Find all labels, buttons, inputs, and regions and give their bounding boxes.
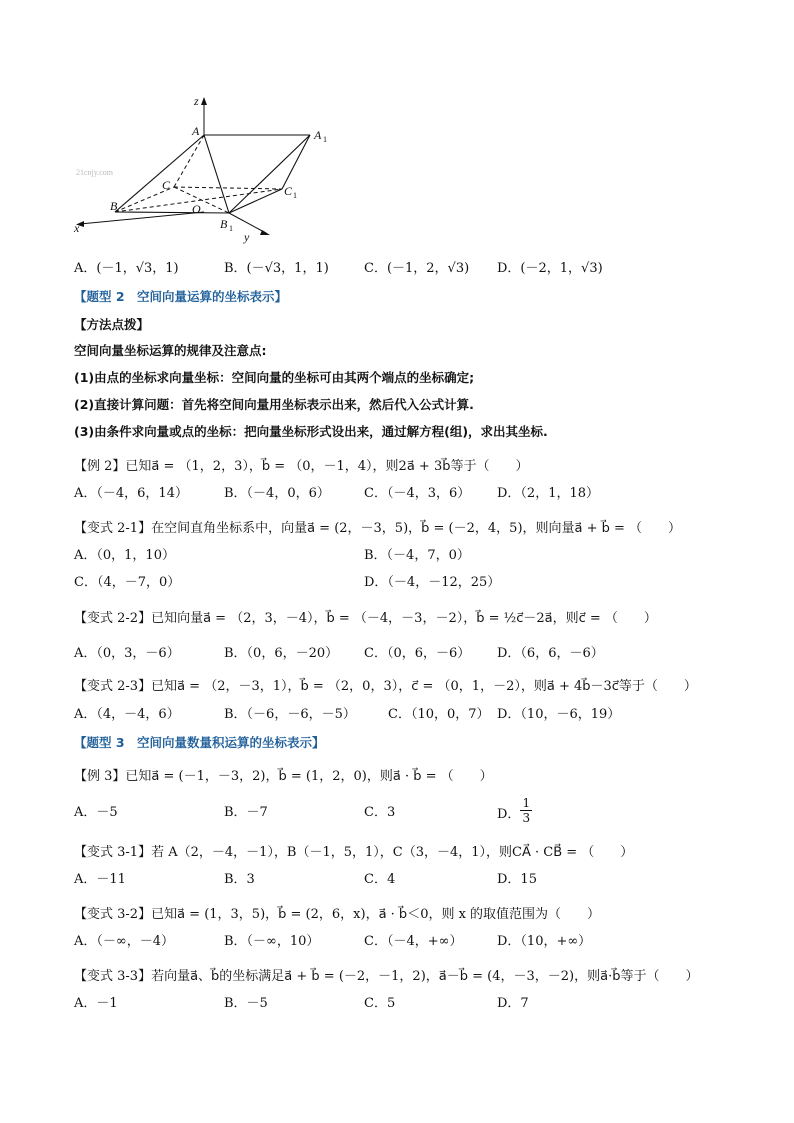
ex2-option-c[interactable]: C．（－4，3，6） bbox=[364, 486, 471, 501]
type2-title: 【题型 2 空间向量运算的坐标表示】 bbox=[74, 289, 288, 304]
ex3-option-d-prefix: D． bbox=[497, 806, 521, 822]
v32-option-c[interactable]: C．（－4，+∞） bbox=[364, 934, 463, 949]
ex2-option-d[interactable]: D．（2，1，18） bbox=[497, 486, 600, 501]
type3-title: 【题型 3 空间向量数量积运算的坐标表示】 bbox=[74, 735, 325, 750]
label-c: C bbox=[162, 178, 171, 192]
q1-option-d[interactable]: D．(－2，1，√3) bbox=[497, 261, 603, 276]
method-point-2: (2)直接计算问题：首先将空间向量用坐标表示出来，然后代入公式计算. bbox=[74, 397, 474, 412]
label-a1-sub: 1 bbox=[323, 135, 327, 144]
v33-option-b[interactable]: B．－5 bbox=[224, 996, 268, 1011]
ex3-option-c[interactable]: C．3 bbox=[364, 805, 396, 820]
method-point-1: (1)由点的坐标求向量坐标：空间向量的坐标可由其两个端点的坐标确定; bbox=[74, 370, 475, 385]
fraction-denominator: 3 bbox=[522, 811, 531, 825]
v22-option-b[interactable]: B．（0，6，－20） bbox=[224, 646, 339, 661]
fraction-numerator: 1 bbox=[522, 796, 531, 810]
label-o: O bbox=[192, 202, 201, 216]
v22-option-d[interactable]: D．（6，6，－6） bbox=[497, 646, 604, 661]
figure-watermark: 21cnjy.com bbox=[76, 168, 114, 177]
v31-option-d[interactable]: D．15 bbox=[497, 872, 537, 887]
label-c1: C bbox=[284, 184, 293, 198]
v32-stem: 【变式 3-2】已知a⃗ = (1，3，5)，b⃗ = (2，6，x)，a⃗ · b⃗＜0，则 x 的取值范围为（ ） bbox=[74, 907, 601, 922]
method-intro: 空间向量坐标运算的规律及注意点: bbox=[74, 343, 267, 358]
ex3-option-a[interactable]: A．－5 bbox=[74, 805, 118, 820]
v21-stem: 【变式 2-1】在空间直角坐标系中，向量a⃗ = (2，－3，5)，b⃗ = (－2，4，5)，则向量a⃗ + b⃗ = （ ） bbox=[74, 521, 682, 536]
ex3-option-b[interactable]: B．－7 bbox=[224, 805, 268, 820]
v33-option-d[interactable]: D．7 bbox=[497, 996, 529, 1011]
v33-option-c[interactable]: C．5 bbox=[364, 996, 396, 1011]
label-y: y bbox=[244, 230, 250, 244]
ex2-stem: 【例 2】已知a⃗ = （1，2，3），b⃗ = （0，－1，4），则2a⃗ + 3b⃗等于（ ） bbox=[74, 459, 529, 474]
v33-stem: 【变式 3-3】若向量a⃗、b⃗的坐标满足a⃗ + b⃗ = (－2，－1，2)，a⃗－b⃗ = (4，－3，－2)，则a⃗·b⃗等于（ ） bbox=[74, 969, 699, 984]
v32-option-d[interactable]: D．（10，+∞） bbox=[497, 934, 592, 949]
prism-figure bbox=[66, 95, 346, 245]
v23-option-b[interactable]: B．（－6，－6，－5） bbox=[224, 707, 356, 722]
v33-option-a[interactable]: A．－1 bbox=[74, 996, 118, 1011]
v31-stem: 【变式 3-1】若 A（2，－4，－1），B（－1，5，1），C（3，－4，1），则CA⃗ · CB⃗ = （ ） bbox=[74, 845, 634, 860]
v32-option-a[interactable]: A．（－∞，－4） bbox=[74, 934, 174, 949]
v23-option-c[interactable]: C．（10，0，7） bbox=[388, 707, 490, 722]
ex3-option-d-fraction bbox=[520, 796, 532, 825]
label-a: A bbox=[192, 124, 200, 138]
label-a1: A bbox=[314, 128, 322, 142]
v21-option-b[interactable]: B．（－4，7，0） bbox=[364, 548, 470, 563]
label-z: z bbox=[194, 95, 199, 108]
q1-option-a[interactable]: A．(－1，√3，1) bbox=[74, 261, 179, 276]
label-b: B bbox=[110, 199, 118, 213]
v23-option-d[interactable]: D．（10，－6，19） bbox=[497, 707, 621, 722]
ex2-option-b[interactable]: B．（－4，0，6） bbox=[224, 486, 330, 501]
v21-option-d[interactable]: D．（－4，－12，25） bbox=[364, 575, 501, 590]
label-x: x bbox=[74, 221, 80, 235]
v22-option-a[interactable]: A．（0，3，－6） bbox=[74, 646, 180, 661]
q1-option-b[interactable]: B．(－√3，1，1) bbox=[224, 261, 329, 276]
v22-option-c[interactable]: C．（0，6，－6） bbox=[364, 646, 471, 661]
method-point-3: (3)由条件求向量或点的坐标：把向量坐标形式设出来，通过解方程(组)，求出其坐标. bbox=[74, 424, 548, 439]
v31-option-c[interactable]: C．4 bbox=[364, 872, 396, 887]
v23-stem: 【变式 2-3】已知a⃗ = （2，－3，1），b⃗ = （2，0，3），c⃗ = （0，1，－2），则a⃗ + 4b⃗－3c⃗等于（ ） bbox=[74, 679, 697, 694]
label-c1-sub: 1 bbox=[293, 191, 297, 200]
ex3-option-d[interactable] bbox=[497, 796, 532, 825]
label-b1-sub: 1 bbox=[229, 224, 233, 233]
v31-option-a[interactable]: A．－11 bbox=[74, 872, 126, 887]
v21-option-a[interactable]: A．（0，1，10） bbox=[74, 548, 175, 563]
label-b1: B bbox=[220, 217, 228, 231]
v31-option-b[interactable]: B．3 bbox=[224, 872, 255, 887]
ex2-option-a[interactable]: A．（－4，6，14） bbox=[74, 486, 188, 501]
v32-option-b[interactable]: B．（－∞，10） bbox=[224, 934, 320, 949]
method-title: 【方法点拨】 bbox=[74, 317, 150, 332]
q1-option-c[interactable]: C．(－1，2，√3) bbox=[364, 261, 470, 276]
v22-stem: 【变式 2-2】已知向量a⃗ = （2，3，－4），b⃗ = （－4，－3，－2），b⃗ = ½c⃗－2a⃗，则c⃗ = （ ） bbox=[74, 611, 657, 626]
v23-option-a[interactable]: A．（4，－4，6） bbox=[74, 707, 180, 722]
ex3-stem: 【例 3】已知a⃗ = (－1，－3，2)，b⃗ = (1，2，0)，则a⃗ · b⃗ = （ ） bbox=[74, 769, 493, 784]
v21-option-c[interactable]: C．（4，－7，0） bbox=[74, 575, 181, 590]
